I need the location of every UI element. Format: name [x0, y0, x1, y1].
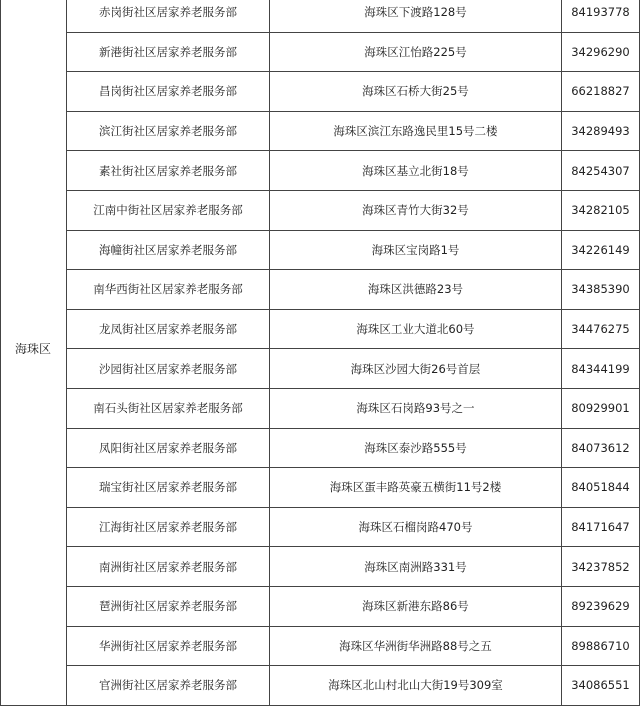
service-name-cell: 凤阳街社区居家养老服务部 — [67, 428, 270, 468]
service-name-cell: 沙园街社区居家养老服务部 — [67, 349, 270, 389]
phone-cell: 80929901 — [562, 388, 640, 428]
table-row — [1, 309, 640, 349]
table-row — [1, 0, 640, 32]
service-name-cell: 南洲街社区居家养老服务部 — [67, 547, 270, 587]
phone-cell: 84171647 — [562, 507, 640, 547]
service-name-cell: 赤岗街社区居家养老服务部 — [67, 0, 270, 32]
table-row — [1, 349, 640, 389]
table-row — [1, 388, 640, 428]
table-row — [1, 72, 640, 112]
address-cell: 海珠区华洲街华洲路88号之五 — [270, 626, 562, 666]
table-row — [1, 111, 640, 151]
service-name-cell: 素社街社区居家养老服务部 — [67, 151, 270, 191]
service-name-cell: 滨江街社区居家养老服务部 — [67, 111, 270, 151]
service-name-cell: 江海街社区居家养老服务部 — [67, 507, 270, 547]
service-name-cell: 昌岗街社区居家养老服务部 — [67, 72, 270, 112]
address-cell: 海珠区南洲路331号 — [270, 547, 562, 587]
service-name-cell: 瑞宝街社区居家养老服务部 — [67, 468, 270, 508]
service-name-cell: 新港街社区居家养老服务部 — [67, 32, 270, 72]
phone-cell: 34289493 — [562, 111, 640, 151]
address-cell: 海珠区洪德路23号 — [270, 270, 562, 310]
address-cell: 海珠区青竹大街32号 — [270, 190, 562, 230]
table-row — [1, 626, 640, 666]
table-row — [1, 507, 640, 547]
table-row — [1, 270, 640, 310]
phone-cell: 34296290 — [562, 32, 640, 72]
phone-cell: 84193778 — [562, 0, 640, 32]
table-row — [1, 586, 640, 626]
table-row — [1, 666, 640, 706]
table-row — [1, 32, 640, 72]
address-cell: 海珠区下渡路128号 — [270, 0, 562, 32]
address-cell: 海珠区蛋丰路英豪五横街11号2楼 — [270, 468, 562, 508]
address-cell: 海珠区新港东路86号 — [270, 586, 562, 626]
table-row — [1, 428, 640, 468]
address-cell: 海珠区工业大道北60号 — [270, 309, 562, 349]
address-cell: 海珠区江怡路225号 — [270, 32, 562, 72]
service-name-cell: 官洲街社区居家养老服务部 — [67, 666, 270, 706]
address-cell: 海珠区基立北街18号 — [270, 151, 562, 191]
address-cell: 海珠区石桥大街25号 — [270, 72, 562, 112]
phone-cell: 84344199 — [562, 349, 640, 389]
service-name-cell: 江南中街社区居家养老服务部 — [67, 190, 270, 230]
table-row — [1, 468, 640, 508]
service-name-cell: 琶洲街社区居家养老服务部 — [67, 586, 270, 626]
phone-cell: 89239629 — [562, 586, 640, 626]
address-cell: 海珠区滨江东路逸民里15号二楼 — [270, 111, 562, 151]
service-name-cell: 南华西街社区居家养老服务部 — [67, 270, 270, 310]
table-row — [1, 151, 640, 191]
phone-cell: 84051844 — [562, 468, 640, 508]
phone-cell: 84254307 — [562, 151, 640, 191]
service-name-cell: 龙凤街社区居家养老服务部 — [67, 309, 270, 349]
address-cell: 海珠区石岗路93号之一 — [270, 388, 562, 428]
service-name-cell: 华洲街社区居家养老服务部 — [67, 626, 270, 666]
address-cell: 海珠区宝岗路1号 — [270, 230, 562, 270]
phone-cell: 89886710 — [562, 626, 640, 666]
phone-cell: 66218827 — [562, 72, 640, 112]
table-row — [1, 190, 640, 230]
table-row — [1, 230, 640, 270]
service-name-cell: 海幢街社区居家养老服务部 — [67, 230, 270, 270]
address-cell: 海珠区沙园大街26号首层 — [270, 349, 562, 389]
address-cell: 海珠区石榴岗路470号 — [270, 507, 562, 547]
address-cell: 海珠区泰沙路555号 — [270, 428, 562, 468]
address-cell: 海珠区北山村北山大街19号309室 — [270, 666, 562, 706]
district-cell: 海珠区 — [1, 0, 67, 705]
service-name-cell: 南石头街社区居家养老服务部 — [67, 388, 270, 428]
table-row — [1, 547, 640, 587]
phone-cell: 34237852 — [562, 547, 640, 587]
phone-cell: 34226149 — [562, 230, 640, 270]
phone-cell: 34282105 — [562, 190, 640, 230]
phone-cell: 84073612 — [562, 428, 640, 468]
phone-cell: 34476275 — [562, 309, 640, 349]
phone-cell: 34086551 — [562, 666, 640, 706]
phone-cell: 34385390 — [562, 270, 640, 310]
